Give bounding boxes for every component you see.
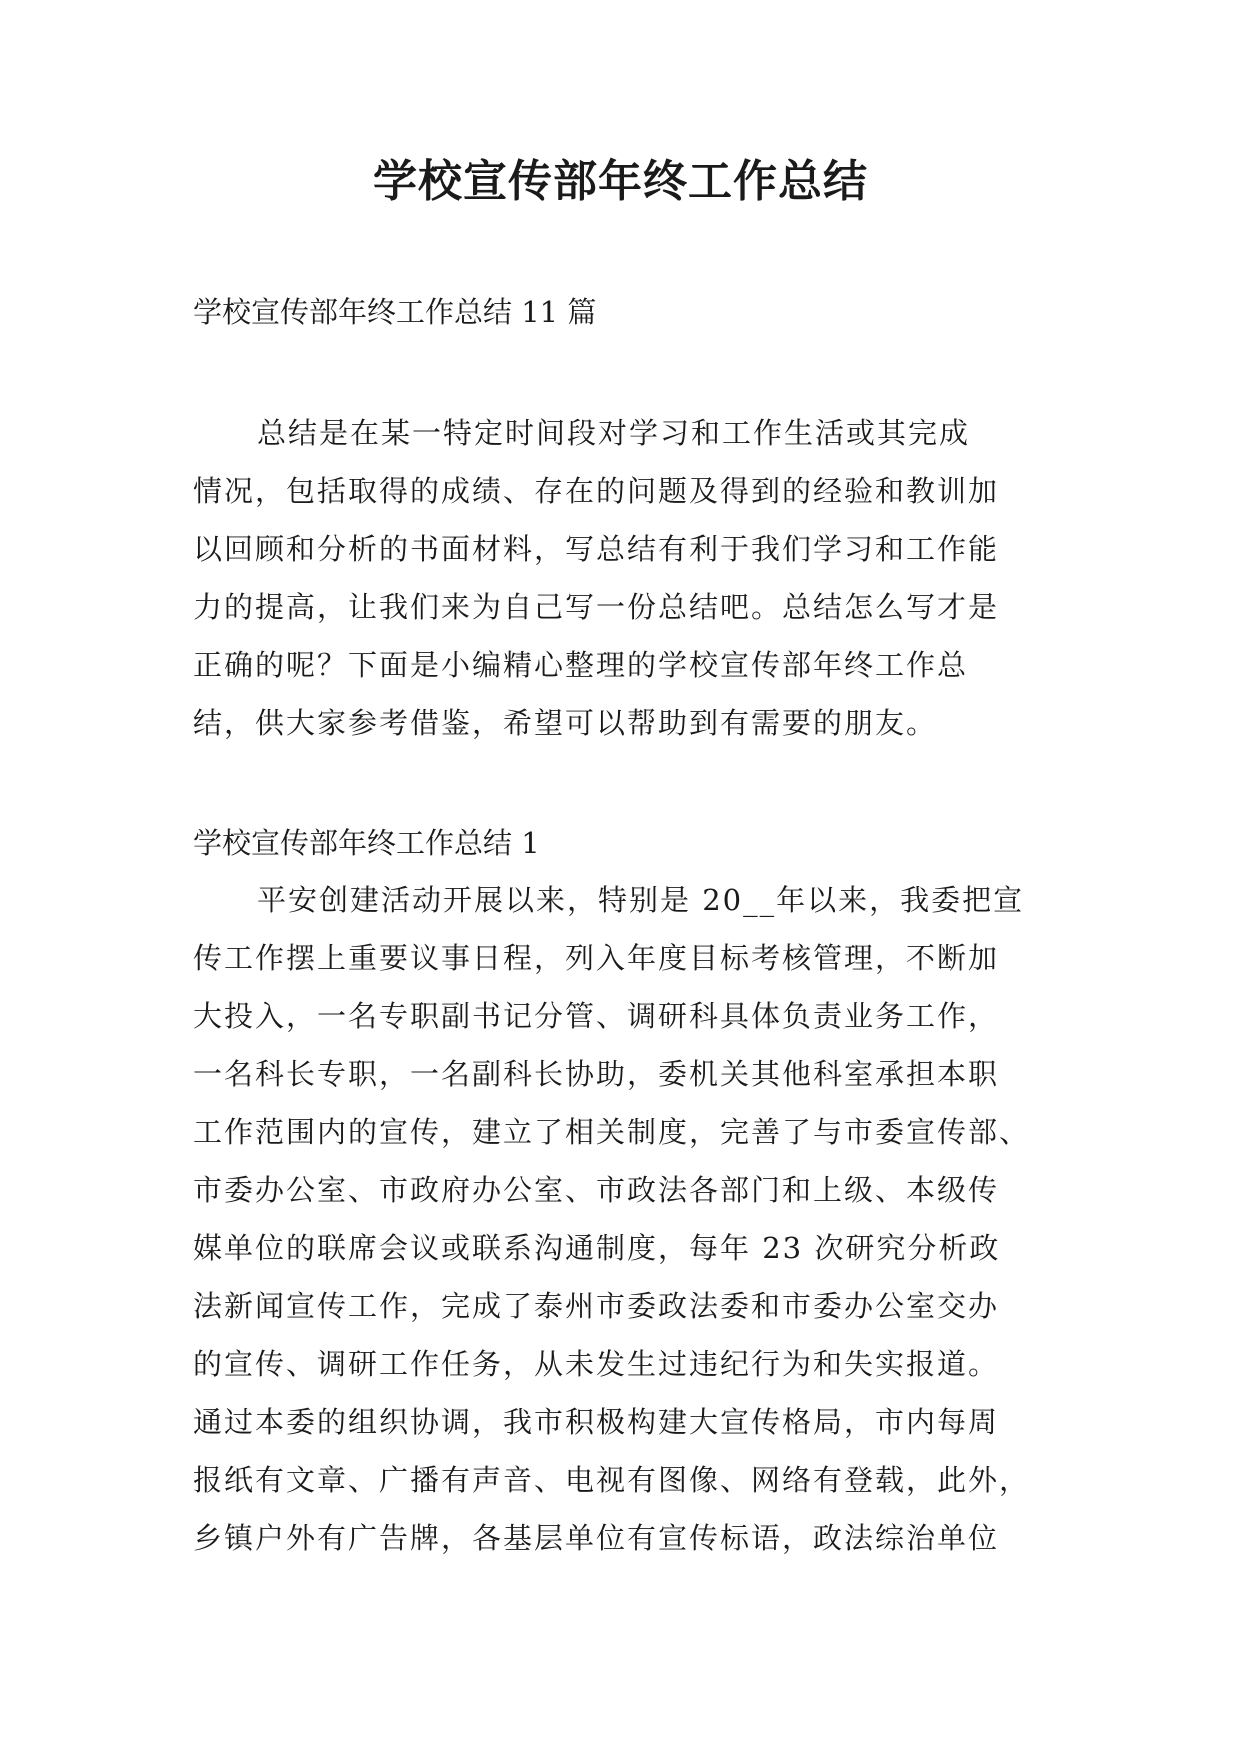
body-line: 通过本委的组织协调，我市积极构建大宣传格局，市内每周 [193,1405,1000,1439]
body-line: 乡镇户外有广告牌，各基层单位有宣传标语，政法综治单位 [193,1521,1000,1555]
intro-line: 情况，包括取得的成绩、存在的问题及得到的经验和教训加 [193,474,1000,508]
body-line: 一名科长专职，一名副科长协助，委机关其他科室承担本职 [193,1057,1000,1091]
intro-line: 结，供大家参考借鉴，希望可以帮助到有需要的朋友。 [193,706,938,740]
body-line: 传工作摆上重要议事日程，列入年度目标考核管理，不断加 [193,941,1000,975]
body-line: 市委办公室、市政府办公室、市政法各部门和上级、本级传 [193,1173,1000,1207]
intro-line: 正确的呢？下面是小编精心整理的学校宣传部年终工作总 [193,648,969,682]
body-line: 媒单位的联席会议或联系沟通制度，每年 23 次研究分析政 [193,1231,1001,1265]
body-line: 报纸有文章、广播有声音、电视有图像、网络有登载，此外， [193,1463,1031,1497]
body-line: 法新闻宣传工作，完成了泰州市委政法委和市委办公室交办 [193,1289,1000,1323]
intro-line: 力的提高，让我们来为自己写一份总结吧。总结怎么写才是 [193,590,1000,624]
body-line: 平安创建活动开展以来，特别是 20__年以来，我委把宣 [257,883,1025,917]
intro-paragraph [193,404,1045,752]
document-title: 学校宣传部年终工作总结 [373,156,868,207]
body-line: 工作范围内的宣传，建立了相关制度，完善了与市委宣传部、 [193,1115,1031,1149]
intro-line: 总结是在某一特定时间段对学习和工作生活或其完成 [257,416,971,450]
document-subtitle: 学校宣传部年终工作总结 11 篇 [193,295,597,329]
intro-line: 以回顾和分析的书面材料，写总结有利于我们学习和工作能 [193,532,1000,566]
section-body-paragraph [193,871,1045,1567]
section-heading: 学校宣传部年终工作总结 1 [193,826,540,860]
body-line: 大投入，一名专职副书记分管、调研科具体负责业务工作， [193,999,1000,1033]
body-line: 的宣传、调研工作任务，从未发生过违纪行为和失实报道。 [193,1347,1000,1381]
